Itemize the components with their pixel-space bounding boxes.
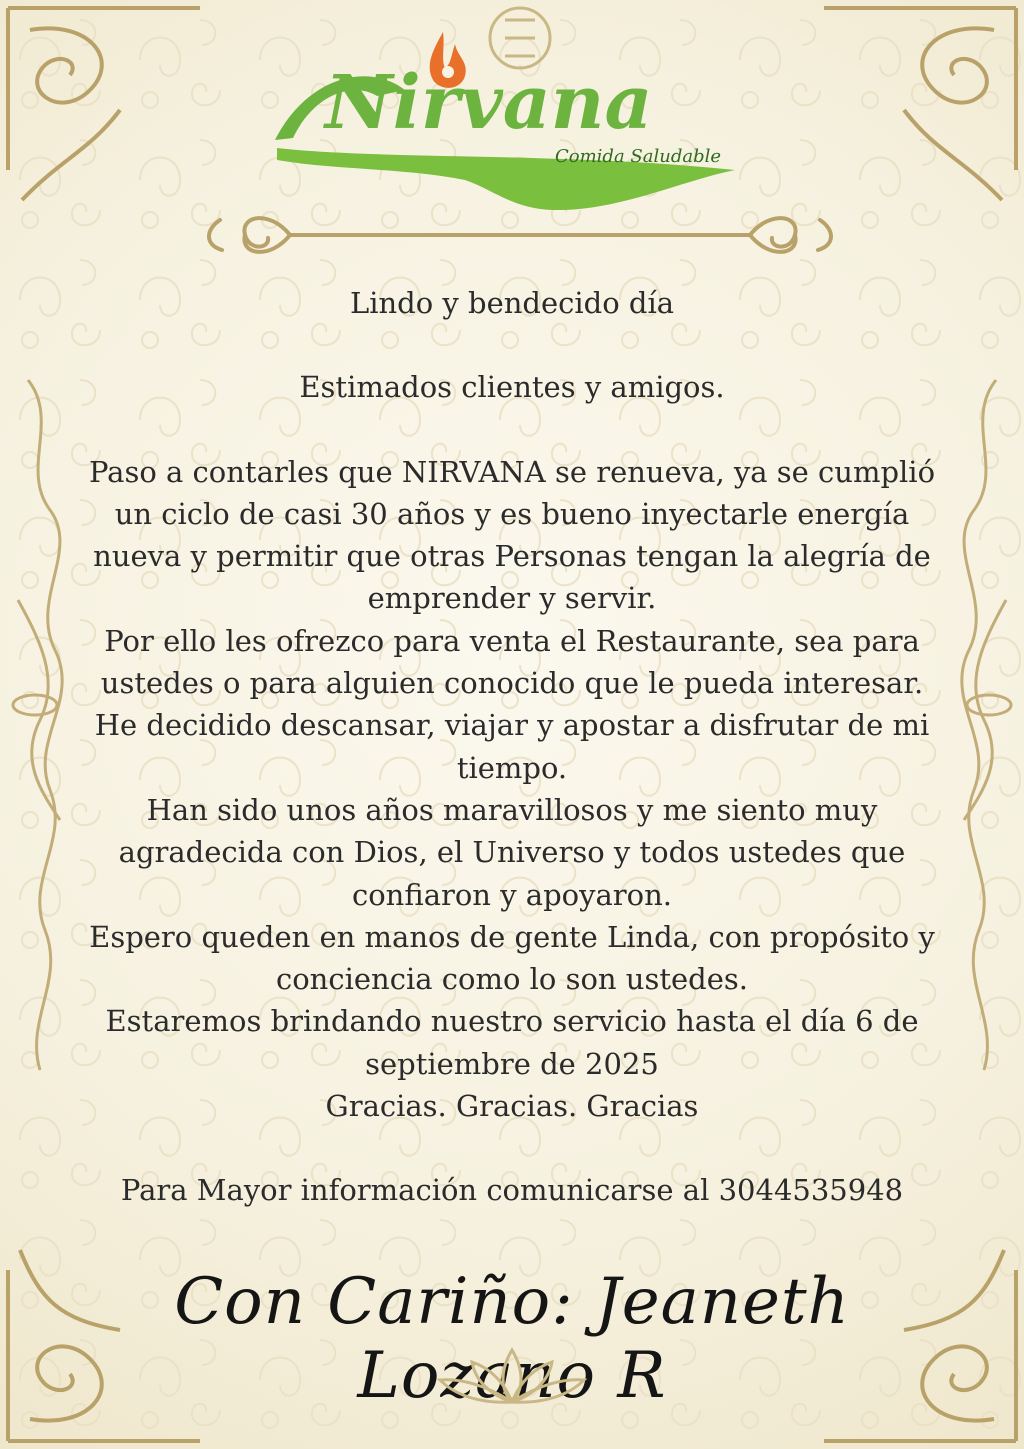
letter-line: septiembre de 2025 [365,1046,659,1081]
letter-line: ustedes o para alguien conocido que le pueda interesar. [100,666,924,701]
greeting: Lindo y bendecido día [349,286,675,320]
letter-line: Por ello les ofrezco para venta el Restaurante, sea para [104,623,920,658]
letter-line: agradecida con Dios, el Universo y todos ustedes que [118,835,906,870]
letter-line: Paso a contarles que NIRVANA se renueva, ya se cumplió [88,454,936,489]
letter-line: Estaremos brindando nuestro servicio hasta el día 6 de [105,1004,919,1039]
signature: Con Cariño: Jeaneth Lozano R [174,1265,850,1413]
letter-line: He decidido descansar, viajar y apostar a disfrutar de mi [94,708,930,743]
letter-line: Han sido unos años maravillosos y me siento muy [146,792,878,827]
nirvana-logo [265,20,755,210]
letter-body [70,282,954,1212]
letter-line: un ciclo de casi 30 años y es bueno inyectarle energía [114,496,910,531]
logo-tagline: Comida Saludable [555,146,722,167]
letter-line: emprender y servir. [367,581,657,616]
letter-line: confiaron y apoyaron. [351,877,673,912]
contact-line: Para Mayor información comunicarse al 3044535948 [120,1173,904,1208]
scroll-divider [200,190,840,280]
salutation: Estimados clientes y amigos. [299,370,725,405]
letter-line: Espero queden en manos de gente Linda, con propósito y [89,919,935,954]
letter-line: tiempo. [456,750,568,785]
letter-line: conciencia como lo son ustedes. [275,962,749,997]
logo-wordmark: Nirvana [325,60,653,146]
letter-line: Gracias. Gracias. Gracias [325,1089,699,1124]
lotus-icon [430,1340,594,1410]
letter-line: nueva y permitir que otras Personas tengan la alegría de [93,539,931,574]
